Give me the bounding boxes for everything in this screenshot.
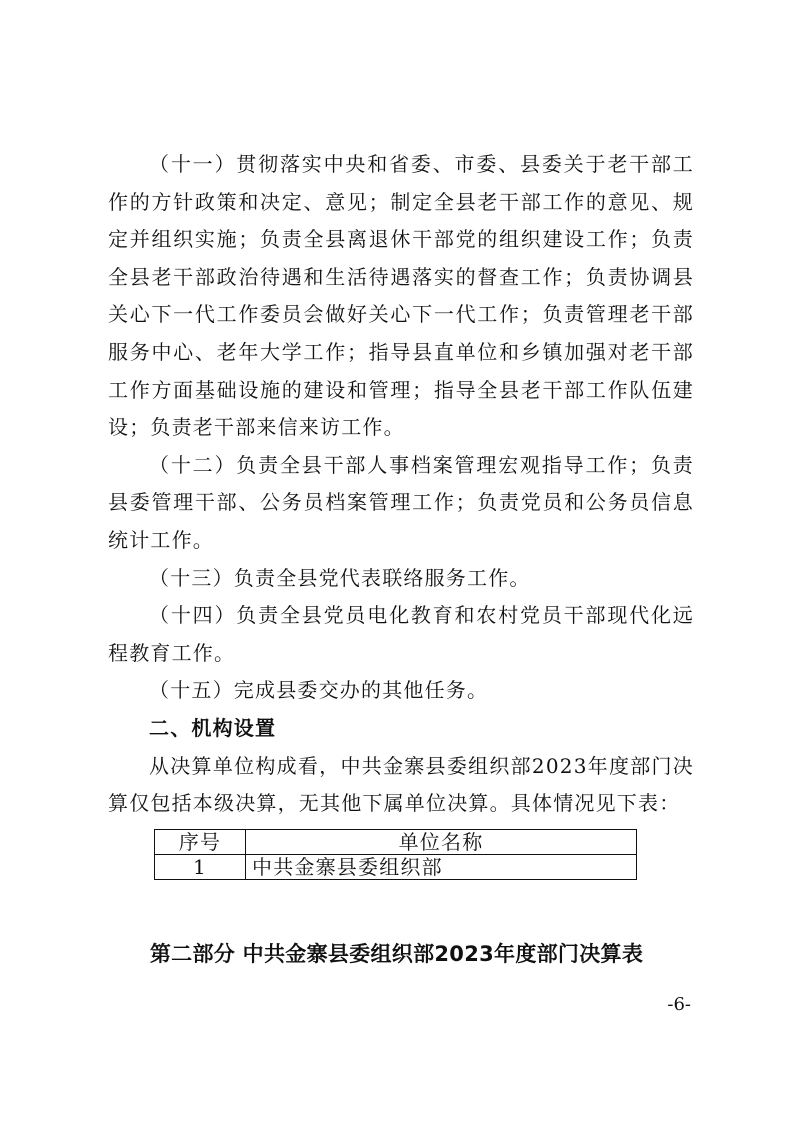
unit-table	[154, 829, 637, 880]
paragraph-item-15: （十五）完成县委交办的其他任务。	[149, 678, 489, 703]
section-heading: 二、机构设置	[149, 715, 277, 740]
paragraph-item-11: （十一）贯彻落实中央和省委、市委、县委关于老干部工作的方针政策和决定、意见；制定全县老干部工作的意见、规定并组织实施；负责全县离退休干部党的组织建设工作；负责全县老干部政治待遇和生活待遇落实的督查工作；负责协调县关心下一代工作委员会做好关心下一代工作；负责管理老干部服务中心、老年大学工作；指导县直单位和乡镇加强对老干部工作方面基础设施的建设和管理；指导全县老干部工作队伍建设；负责老干部来信来访工作。	[108, 152, 694, 440]
paragraph-item-14: （十四）负责全县党员电化教育和农村党员干部现代化远程教育工作。	[108, 603, 694, 665]
header-unit-name: 单位名称	[246, 829, 637, 854]
paragraph-item-13: （十三）负责全县党代表联络服务工作。	[149, 565, 531, 590]
table-header-row	[155, 829, 637, 854]
part-title: 第二部分 中共金寨县委组织部2023年度部门决算表	[149, 942, 644, 966]
cell-unit-name: 中共金寨县委组织部	[246, 854, 637, 879]
section-intro: 从决算单位构成看，中共金寨县委组织部2023年度部门决算仅包括本级决算，无其他下属单位决算。具体情况见下表：	[108, 753, 694, 816]
cell-index: 1	[155, 854, 246, 879]
page-number: -6-	[667, 994, 691, 1015]
paragraph-item-12: （十二）负责全县干部人事档案管理宏观指导工作；负责县委管理干部、公务员档案管理工作；负责党员和公务员信息统计工作。	[108, 452, 694, 552]
header-index: 序号	[155, 829, 246, 854]
body-text	[108, 146, 694, 880]
table-row	[155, 854, 637, 879]
